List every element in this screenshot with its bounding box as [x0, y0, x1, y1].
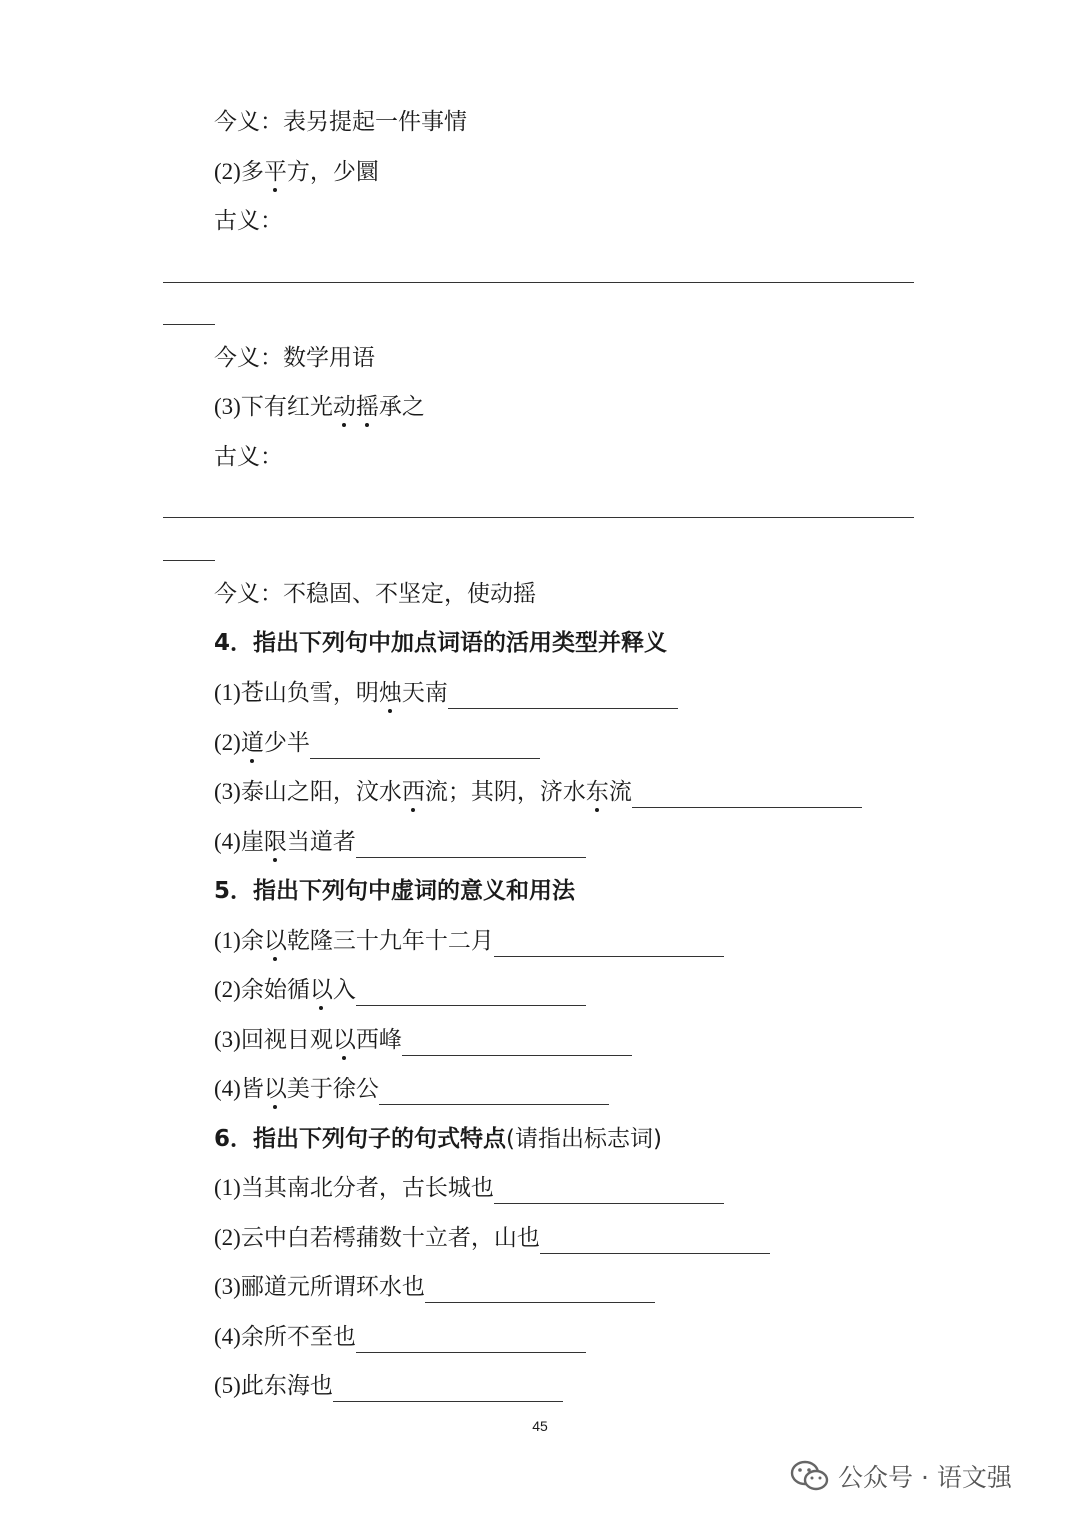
emphasis-dot-char: 以 [264, 1073, 287, 1105]
emphasis-dot-char: 限 [264, 826, 287, 858]
answer-blank[interactable] [356, 833, 586, 858]
page-number: 45 [532, 1418, 548, 1434]
question-item: (4)皆以美于徐公 [214, 1073, 609, 1105]
answer-blank[interactable] [356, 1328, 586, 1353]
text-line: 古义： [214, 444, 283, 470]
wechat-icon [790, 1459, 830, 1493]
answer-line-end [163, 324, 215, 325]
question-item: (3)泰山之阳，汶水西流；其阴，济水东流 [214, 776, 862, 808]
question-item: (4)崖限当道者 [214, 826, 586, 858]
emphasis-dot-char: 西 [402, 776, 425, 808]
answer-blank[interactable] [310, 734, 540, 759]
question-item: (4)余所不至也 [214, 1321, 586, 1353]
emphasis-dot-char: 以 [264, 925, 287, 957]
emphasis-dot-char: 东 [586, 776, 609, 808]
section-heading: 6．指出下列句子的句式特点(请指出标志词) [214, 1126, 662, 1152]
text-line: 今义：不稳固、不坚定，使动摇 [214, 581, 536, 607]
answer-blank[interactable] [632, 783, 862, 808]
answer-line[interactable] [163, 517, 914, 518]
question-item: (3)下有红光动摇承之 [214, 391, 425, 423]
emphasis-dot-char: 道 [241, 727, 264, 759]
section-heading: 5．指出下列句中虚词的意义和用法 [214, 878, 576, 904]
question-item: (1)余以乾隆三十九年十二月 [214, 925, 724, 957]
watermark [790, 1458, 1012, 1494]
question-item: (2)余始循以入 [214, 974, 586, 1006]
answer-blank[interactable] [402, 1031, 632, 1056]
emphasis-dot-char: 以 [310, 974, 333, 1006]
answer-blank[interactable] [425, 1278, 655, 1303]
answer-blank[interactable] [448, 684, 678, 709]
emphasis-dot-char: 摇 [356, 391, 379, 423]
watermark-text: 公众号 · 语文强 [838, 1463, 1012, 1492]
emphasis-dot-char: 平 [264, 156, 287, 188]
answer-blank[interactable] [540, 1229, 770, 1254]
section-heading: 4．指出下列句中加点词语的活用类型并释义 [214, 630, 668, 656]
answer-blank[interactable] [356, 981, 586, 1006]
question-item: (2)道少半 [214, 727, 540, 759]
text-line: 今义：表另提起一件事情 [214, 109, 467, 135]
question-item: (2)云中白若樗蒱数十立者，山也 [214, 1222, 770, 1254]
answer-blank[interactable] [494, 932, 724, 957]
emphasis-dot-char: 烛 [379, 677, 402, 709]
question-item: (2)多平方，少圜 [214, 156, 379, 188]
answer-blank[interactable] [494, 1179, 724, 1204]
answer-blank[interactable] [333, 1377, 563, 1402]
emphasis-dot-char: 动 [333, 391, 356, 423]
text-line: 今义：数学用语 [214, 345, 375, 371]
question-item: (3)回视日观以西峰 [214, 1024, 632, 1056]
question-item: (1)苍山负雪，明烛天南 [214, 677, 678, 709]
answer-line[interactable] [163, 282, 914, 283]
question-item: (3)郦道元所谓环水也 [214, 1271, 655, 1303]
question-item: (5)此东海也 [214, 1370, 563, 1402]
emphasis-dot-char: 以 [333, 1024, 356, 1056]
question-item: (1)当其南北分者，古长城也 [214, 1172, 724, 1204]
text-line: 古义： [214, 208, 283, 234]
answer-line-end [163, 560, 215, 561]
answer-blank[interactable] [379, 1080, 609, 1105]
